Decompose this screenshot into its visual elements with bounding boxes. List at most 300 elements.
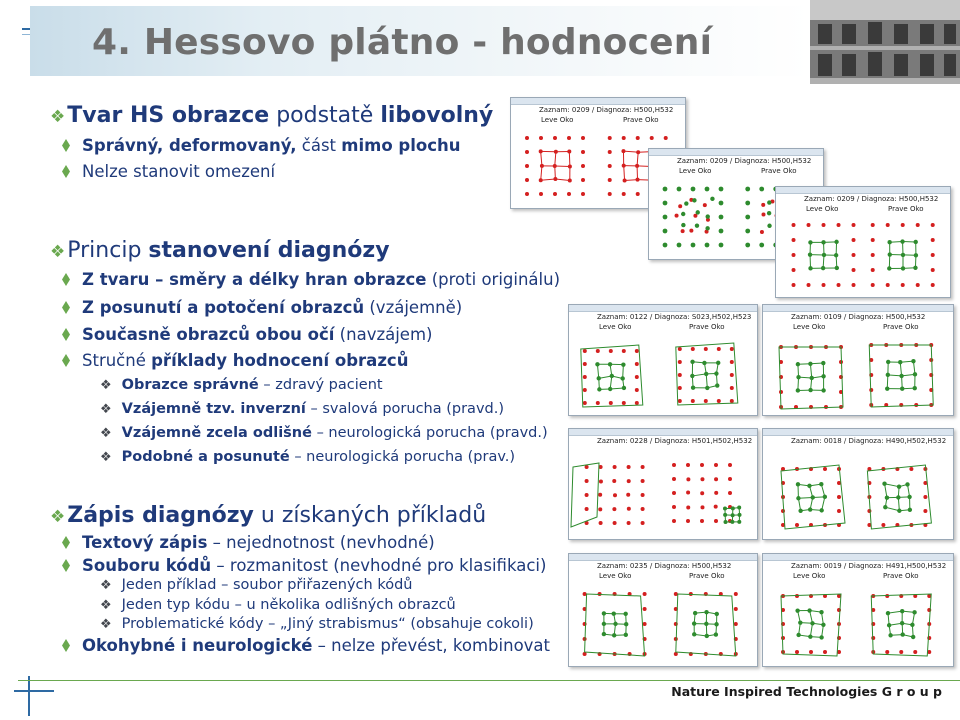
hess-green-dot [808,634,812,638]
left-eye-label: Leve Oko [806,205,839,213]
window-caption: Zaznam: 0122 / Diagnoza: S023,H502,H523 [597,313,752,321]
hess-green-dot [834,240,838,244]
hess-green-dot [737,506,741,510]
hess-red-dot [714,477,718,481]
hess-green-dot [819,635,823,639]
hess-green-dot [622,386,626,390]
hess-red-dot [700,477,704,481]
hess-red-dot [627,479,631,483]
hess-red-line [541,151,542,165]
hess-green-dot [821,361,825,365]
s3-i0-p1: – nejednotnost (nevhodné) [207,533,435,552]
hess-green-dot [798,509,802,513]
hess-green-dot [692,621,696,625]
hess-red-dot [650,136,654,140]
hess-red-dot [643,607,647,611]
hess-red-line [623,151,638,152]
hess-red-dot [916,223,920,227]
hess-red-dot [539,149,543,153]
hess-green-dot [808,507,812,511]
right-eye-label: Prave Oko [888,205,924,213]
hess-green-dot [907,495,911,499]
building-photo [810,0,960,84]
hess-green-dot [807,484,811,488]
hess-red-dot [612,507,616,511]
s3-i5-p0: Okohybné i neurologické [82,636,313,655]
hess-green-dot [710,197,714,201]
hess-green-dot [704,622,708,626]
hess-red-dot [636,136,640,140]
hess-green-dot [899,374,903,378]
s3-item-4 [100,616,534,632]
hess-green-dot [914,253,918,257]
left-eye-label: Leve Oko [793,572,826,580]
hess-green-dot [691,187,696,192]
hess-green-dot [714,371,718,375]
hess-green-dot [719,187,724,192]
diamond-bullet-icon [62,354,70,367]
diamond-bullet-icon [62,273,70,286]
clover-bullet-icon: ❖ [50,507,66,527]
left-eye-label: Leve Oko [793,323,826,331]
hess-green-line [885,484,900,487]
left-eye-label: Leve Oko [599,572,632,580]
clover-bullet-icon: ❖ [50,242,66,262]
hess-red-dot [622,401,626,405]
hess-red-dot [672,505,676,509]
window-caption: Zaznam: 0228 / Diagnoza: H501,H502,H532 [597,437,753,445]
hess-red-dot [609,401,613,405]
hess-red-dot [795,650,799,654]
hess-red-dot [734,592,738,596]
hess-red-dot [914,403,918,407]
hess-red-dot [869,388,873,392]
hess-green-dot [663,215,668,220]
hess-green-dot [796,388,800,392]
hess-green-dot [901,253,905,257]
hess-green-dot [723,513,727,517]
hess-red-dot [567,150,571,154]
hess-red-dot [622,164,626,168]
hess-green-dot [677,243,682,248]
hess-red-dot [608,164,612,168]
hess-red-dot [608,150,612,154]
hess-green-dot [705,187,710,192]
hess-red-dot [525,164,529,168]
hess-red-dot [714,519,718,523]
hess-chart [763,582,954,667]
hess-red-dot [675,214,679,218]
hess-red-dot [931,223,935,227]
hess-red-dot [837,495,841,499]
hess-red-dot [641,507,645,511]
hess-green-dot [887,266,891,270]
hess-green-dot [690,360,694,364]
hess-red-dot [567,136,571,140]
hess-green-dot [808,362,812,366]
hess-red-dot [609,349,613,353]
hess-red-dot [636,178,640,182]
hess-red-dot [664,136,668,140]
hess-red-dot [635,362,639,366]
hess-green-dot [610,374,614,378]
hess-red-dot [881,523,885,527]
hess-red-dot [581,150,585,154]
hess-green-dot [808,388,812,392]
hess-red-dot [622,192,626,196]
clover-bullet-icon: ❖ [100,598,112,613]
hess-green-dot [796,496,800,500]
hess-red-dot [678,360,682,364]
hess-red-dot [691,347,695,351]
hess-green-dot [798,620,802,624]
hess-green-dot [908,508,912,512]
hess-red-dot [539,136,543,140]
hess-green-dot [887,240,891,244]
hess-red-dot [635,375,639,379]
hess-green-dot [759,187,764,192]
hess-red-dot [581,136,585,140]
hess-green-dot [810,376,814,380]
hess-red-line [541,166,542,180]
hess-red-dot [871,253,875,257]
hess-red-dot [714,463,718,467]
hess-red-dot [714,491,718,495]
hess-red-dot [539,192,543,196]
s2-i7-p1: – neurologická porucha (prav.) [289,449,516,465]
outer-field-line [781,594,841,656]
s1-h-2: libovolný [380,103,494,128]
hess-red-dot [643,592,647,596]
hess-green-dot [821,374,825,378]
hess-green-dot [823,495,827,499]
s1-h-1: podstatě [269,103,381,128]
diamond-bullet-icon [62,536,70,549]
hess-red-dot [913,650,917,654]
hess-green-dot [887,623,891,627]
hess-red-dot [871,238,875,242]
hess-red-dot [704,399,708,403]
hess-red-dot [583,388,587,392]
hess-green-dot [612,633,616,637]
hess-red-dot [635,388,639,392]
hess-green-dot [911,359,915,363]
hess-red-dot [643,622,647,626]
hess-green-dot [663,201,668,206]
hess-green-dot [624,633,628,637]
hess-green-dot [663,243,668,248]
hess-chart [763,333,954,416]
hess-window [762,428,954,540]
s3-i0-p0: Textový zápis [82,533,208,552]
hess-green-dot [900,621,904,625]
hess-green-dot [897,509,901,513]
hess-green-dot [745,201,750,206]
right-eye-label: Prave Oko [883,323,919,331]
right-eye-label: Prave Oko [689,572,725,580]
hess-red-dot [923,495,927,499]
hess-green-dot [602,632,606,636]
s2-i1-p1: (vzájemně) [364,298,463,317]
hess-red-dot [622,349,626,353]
hess-red-dot [852,238,856,242]
hess-green-dot [724,520,728,524]
hess-red-dot [931,238,935,242]
hess-red-dot [678,204,682,208]
s2-i6-p1: – neurologická porucha (pravd.) [311,425,548,441]
hess-green-dot [808,266,812,270]
window-caption: Zaznam: 0109 / Diagnoza: H500,H532 [791,313,926,321]
hess-green-dot [767,200,771,204]
s2-i4-p1: – zdravý pacient [258,377,383,393]
hess-red-dot [822,283,826,287]
hess-red-dot [823,467,827,471]
clover-bullet-icon: ❖ [100,402,112,417]
hess-red-dot [792,238,796,242]
s2-item-7 [100,449,515,465]
hess-red-dot [686,491,690,495]
diamond-bullet-icon [62,165,70,178]
hess-green-dot [821,623,825,627]
hess-red-line [624,166,625,181]
hess-red-dot [792,268,796,272]
right-eye-label: Prave Oko [623,116,659,124]
s1-h-0: Tvar HS obrazce [67,103,270,128]
hess-red-dot [621,149,625,153]
hess-green-dot [796,362,800,366]
s3-i1-p0: Souboru kódů [82,556,212,575]
hess-red-dot [612,479,616,483]
hess-green-dot [693,611,697,615]
hess-red-dot [703,203,707,207]
hess-red-dot [681,229,685,233]
hess-red-dot [525,192,529,196]
s2-item-4 [100,377,383,393]
hess-green-dot [714,632,718,636]
hess-red-dot [916,283,920,287]
s2-item-2 [62,325,432,344]
diamond-bullet-icon [62,139,70,152]
hess-red-dot [598,507,602,511]
hess-red-dot [822,223,826,227]
hess-red-dot [583,349,587,353]
hess-green-dot [821,240,825,244]
hess-green-dot [702,361,706,365]
s2-item-6 [100,425,548,441]
window-caption: Zaznam: 0019 / Diagnoza: H491,H500,H532 [791,562,947,570]
hess-red-dot [581,178,585,182]
diamond-bullet-icon [62,328,70,341]
hess-red-dot [909,467,913,471]
hess-red-dot [672,519,676,523]
hess-green-dot [796,482,800,486]
hess-chart [569,333,758,416]
hess-red-dot [700,505,704,509]
hess-red-dot [608,136,612,140]
hess-red-dot [553,136,557,140]
hess-red-line [569,152,570,167]
hess-green-dot [810,621,814,625]
hess-red-dot [717,399,721,403]
hess-red-dot [627,507,631,511]
hess-green-dot [595,362,599,366]
right-eye-label: Prave Oko [883,572,919,580]
hess-red-dot [931,268,935,272]
hess-red-dot [700,491,704,495]
hess-green-dot [613,622,617,626]
hess-red-dot [792,223,796,227]
s2-item-3 [62,351,408,370]
hess-green-dot [888,252,892,256]
s2-i3-p1: příklady hodnocení obrazců [151,351,409,370]
hess-red-dot [686,505,690,509]
hess-green-dot [719,243,724,248]
hess-red-dot [704,347,708,351]
hess-green-dot [597,376,601,380]
hess-red-dot [700,519,704,523]
hess-red-dot [567,192,571,196]
hess-green-dot [624,622,628,626]
s3-item-2 [100,577,412,593]
hess-red-dot [635,164,639,168]
hess-red-line [541,179,556,180]
s1-i1-p0: Nelze stanovit omezení [82,162,276,181]
hess-red-dot [686,477,690,481]
s2-i7-p0: Podobné a posunuté [121,449,290,465]
hess-green-dot [623,612,627,616]
hess-red-dot [901,283,905,287]
hess-green-dot [684,201,688,205]
hess-red-dot [585,493,589,497]
hess-red-dot [792,253,796,257]
s2-item-0 [62,270,560,289]
hess-red-dot [674,592,678,596]
hess-red-dot [581,192,585,196]
hess-red-dot [730,347,734,351]
clover-bullet-icon: ❖ [100,617,112,632]
hess-red-dot [672,477,676,481]
hess-red-dot [678,399,682,403]
footer-rule [18,680,960,681]
hess-red-dot [852,268,856,272]
hess-green-dot [731,506,735,510]
hess-red-dot [672,463,676,467]
s2-h-0: Princip [67,238,149,263]
hess-red-dot [599,521,603,525]
hess-green-dot [738,513,742,517]
hess-green-dot [900,239,904,243]
hess-red-dot [871,223,875,227]
hess-red-dot [824,405,828,409]
hess-red-dot [539,178,543,182]
hess-green-dot [731,513,735,517]
hess-red-dot [901,223,905,227]
hess-red-dot [871,283,875,287]
section-1-heading [50,103,493,128]
hess-window [568,428,758,540]
hess-green-dot [692,632,696,636]
hess-red-dot [553,177,557,181]
hess-green-dot [620,376,624,380]
hess-green-dot [691,243,696,248]
diamond-bullet-icon [62,639,70,652]
hess-green-dot [745,243,750,248]
hess-green-dot [886,611,890,615]
hess-red-line [555,152,556,166]
hess-green-dot [663,229,668,234]
hess-green-dot [608,362,612,366]
s3-i1-p1: – rozmanitost (nevhodné pro klasifikaci) [211,556,547,575]
hess-green-dot [796,633,800,637]
page-title: 4. Hessovo plátno - hodnocení [92,22,713,63]
hess-red-dot [886,223,890,227]
hess-red-dot [852,253,856,257]
hess-window [568,304,758,416]
hess-chart [776,215,951,298]
hess-green-dot [886,373,890,377]
hess-green-dot [759,243,764,248]
hess-red-dot [585,479,589,483]
hess-red-dot [641,493,645,497]
hess-red-dot [761,203,765,207]
hess-green-dot [692,198,696,202]
hess-green-dot [705,634,709,638]
hess-green-dot [602,611,606,615]
hess-red-dot [613,465,617,469]
left-eye-label: Leve Oko [599,323,632,331]
hess-green-dot [767,211,771,215]
hess-red-dot [585,507,589,511]
hess-red-dot [807,283,811,287]
hess-red-dot [596,349,600,353]
section-2-heading [50,238,390,263]
hess-green-dot [705,386,709,390]
hess-red-dot [899,650,903,654]
hess-red-dot [613,493,617,497]
hess-red-dot [596,401,600,405]
hess-green-dot [795,608,799,612]
hess-green-dot [705,243,710,248]
hess-red-dot [809,650,813,654]
hess-red-dot [714,505,718,509]
hess-red-line [637,152,638,166]
hess-red-dot [641,465,645,469]
hess-green-dot [821,266,825,270]
hess-red-dot [608,192,612,196]
hess-red-dot [678,386,682,390]
s2-item-5 [100,401,504,417]
hess-green-dot [597,387,601,391]
clover-bullet-icon: ❖ [100,378,112,393]
hess-red-dot [686,519,690,523]
hess-red-dot [734,622,738,626]
window-caption: Zaznam: 0209 / Diagnoza: H500,H532 [677,157,812,165]
left-eye-label: Leve Oko [541,116,574,124]
s2-i5-p1: – svalová porucha (pravd.) [305,401,504,417]
hess-red-dot [730,399,734,403]
hess-red-dot [923,509,927,513]
hess-green-dot [819,610,823,614]
hess-green-dot [808,240,812,244]
hess-green-dot [704,610,708,614]
hess-red-dot [867,509,871,513]
window-caption: Zaznam: 0209 / Diagnoza: H500,H532 [539,106,674,114]
hess-green-dot [885,386,889,390]
s1-i0-p2: mimo plochu [341,136,461,155]
hess-green-dot [690,374,694,378]
hess-green-dot [767,224,771,228]
hess-red-dot [781,509,785,513]
